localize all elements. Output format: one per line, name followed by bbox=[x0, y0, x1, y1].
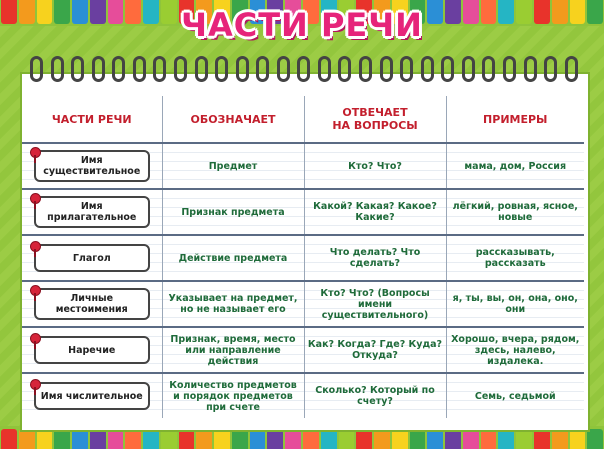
part-label: Наречие bbox=[34, 336, 150, 364]
examples-cell: мама, дом, Россия bbox=[446, 143, 584, 189]
spiral-ring-icon bbox=[153, 56, 166, 82]
spiral-ring-icon bbox=[256, 56, 269, 82]
means-cell: Количество предметов и порядок предметов при счете bbox=[162, 373, 304, 418]
pencil-decoration bbox=[19, 429, 35, 449]
pencil-decoration bbox=[445, 429, 461, 449]
pencil-decoration bbox=[392, 429, 408, 449]
questions-cell: Кто? Что? (Вопросы имени существительного) bbox=[304, 281, 446, 327]
table-row bbox=[22, 281, 584, 327]
questions-cell: Сколько? Который по счету? bbox=[304, 373, 446, 418]
pencil-decoration bbox=[498, 429, 514, 449]
page-title: ЧАСТИ РЕЧИ bbox=[181, 6, 423, 44]
means-cell: Предмет bbox=[162, 143, 304, 189]
spiral-rings bbox=[30, 56, 578, 86]
part-cell bbox=[22, 373, 162, 418]
table-row bbox=[22, 373, 584, 418]
pencil-decoration bbox=[125, 429, 141, 449]
pencil-decoration bbox=[552, 429, 568, 449]
questions-cell: Кто? Что? bbox=[304, 143, 446, 189]
pencil-decoration bbox=[356, 429, 372, 449]
spiral-ring-icon bbox=[30, 56, 43, 82]
pencil-decoration bbox=[410, 429, 426, 449]
pin-icon bbox=[30, 333, 41, 344]
spiral-ring-icon bbox=[380, 56, 393, 82]
spiral-ring-icon bbox=[503, 56, 516, 82]
pin-icon bbox=[30, 379, 41, 390]
pencil-decoration bbox=[516, 429, 532, 449]
pencil-decoration bbox=[481, 429, 497, 449]
pencil-decoration bbox=[108, 429, 124, 449]
pencil-decoration bbox=[427, 429, 443, 449]
pencil-decoration bbox=[54, 429, 70, 449]
header-questions: ОТВЕЧАЕТ НА ВОПРОСЫ bbox=[304, 96, 446, 143]
pin-icon bbox=[30, 285, 41, 296]
spiral-ring-icon bbox=[421, 56, 434, 82]
table-row bbox=[22, 327, 584, 373]
questions-cell: Какой? Какая? Какое? Какие? bbox=[304, 189, 446, 235]
parts-of-speech-table bbox=[22, 96, 584, 418]
pencil-decoration bbox=[179, 429, 195, 449]
part-label: Глагол bbox=[34, 244, 150, 272]
examples-cell: Семь, седьмой bbox=[446, 373, 584, 418]
pencil-decoration bbox=[1, 429, 17, 449]
examples-cell: рассказывать, рассказать bbox=[446, 235, 584, 281]
pencil-decoration bbox=[339, 429, 355, 449]
spiral-ring-icon bbox=[174, 56, 187, 82]
pin-icon bbox=[30, 193, 41, 204]
spiral-ring-icon bbox=[318, 56, 331, 82]
spiral-ring-icon bbox=[51, 56, 64, 82]
part-label: Имя числительное bbox=[34, 382, 150, 410]
spiral-ring-icon bbox=[359, 56, 372, 82]
spiral-ring-icon bbox=[524, 56, 537, 82]
pencil-decoration bbox=[285, 429, 301, 449]
header-means: ОБОЗНАЧАЕТ bbox=[162, 96, 304, 143]
questions-cell: Как? Когда? Где? Куда? Откуда? bbox=[304, 327, 446, 373]
header-examples: ПРИМЕРЫ bbox=[446, 96, 584, 143]
pencil-decoration bbox=[570, 429, 586, 449]
pencil-decoration bbox=[303, 429, 319, 449]
part-cell bbox=[22, 189, 162, 235]
pencil-decoration bbox=[267, 429, 283, 449]
pencil-decoration bbox=[90, 429, 106, 449]
spiral-ring-icon bbox=[71, 56, 84, 82]
pencil-decoration bbox=[463, 429, 479, 449]
table-row bbox=[22, 189, 584, 235]
spiral-ring-icon bbox=[544, 56, 557, 82]
spiral-ring-icon bbox=[92, 56, 105, 82]
part-label: Личные местоимения bbox=[34, 288, 150, 320]
pencil-decoration bbox=[72, 429, 88, 449]
pencil-decoration bbox=[587, 429, 603, 449]
spiral-ring-icon bbox=[215, 56, 228, 82]
spiral-ring-icon bbox=[112, 56, 125, 82]
examples-cell: Хорошо, вчера, рядом, здесь, налево, издалека. bbox=[446, 327, 584, 373]
means-cell: Действие предмета bbox=[162, 235, 304, 281]
header-parts: ЧАСТИ РЕЧИ bbox=[22, 96, 162, 143]
part-label: Имя прилагательное bbox=[34, 196, 150, 228]
part-cell bbox=[22, 235, 162, 281]
examples-cell: я, ты, вы, он, она, оно, они bbox=[446, 281, 584, 327]
questions-cell: Что делать? Что сделать? bbox=[304, 235, 446, 281]
pencil-decoration bbox=[534, 429, 550, 449]
table-row bbox=[22, 235, 584, 281]
spiral-ring-icon bbox=[338, 56, 351, 82]
spiral-ring-icon bbox=[462, 56, 475, 82]
spiral-ring-icon bbox=[297, 56, 310, 82]
spiral-ring-icon bbox=[441, 56, 454, 82]
pencil-decoration bbox=[161, 429, 177, 449]
part-cell bbox=[22, 327, 162, 373]
pencil-decoration bbox=[232, 429, 248, 449]
pencil-decoration bbox=[214, 429, 230, 449]
pencil-decoration bbox=[321, 429, 337, 449]
pencil-decoration bbox=[250, 429, 266, 449]
means-cell: Признак предмета bbox=[162, 189, 304, 235]
spiral-ring-icon bbox=[482, 56, 495, 82]
spiral-ring-icon bbox=[236, 56, 249, 82]
pin-icon bbox=[30, 147, 41, 158]
pencil-decoration bbox=[196, 429, 212, 449]
part-cell bbox=[22, 281, 162, 327]
spiral-ring-icon bbox=[277, 56, 290, 82]
means-cell: Указывает на предмет, но не называет его bbox=[162, 281, 304, 327]
means-cell: Признак, время, место или направление действия bbox=[162, 327, 304, 373]
table-row bbox=[22, 143, 584, 189]
part-label: Имя существительное bbox=[34, 150, 150, 182]
spiral-ring-icon bbox=[400, 56, 413, 82]
spiral-ring-icon bbox=[133, 56, 146, 82]
pencil-decoration bbox=[374, 429, 390, 449]
part-cell bbox=[22, 143, 162, 189]
examples-cell: лёгкий, ровная, ясное, новые bbox=[446, 189, 584, 235]
pin-icon bbox=[30, 241, 41, 252]
pencil-decoration bbox=[37, 429, 53, 449]
spiral-ring-icon bbox=[195, 56, 208, 82]
pencil-decoration bbox=[143, 429, 159, 449]
spiral-ring-icon bbox=[565, 56, 578, 82]
